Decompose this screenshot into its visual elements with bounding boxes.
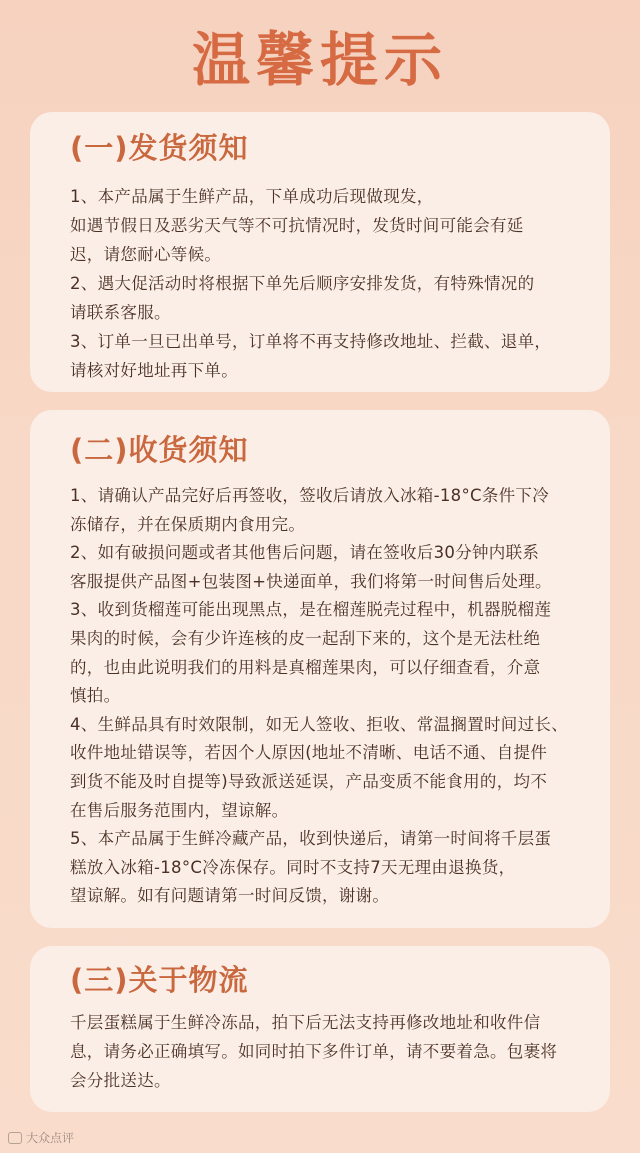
text-line: 糕放入冰箱-18°C冷冻保存。同时不支持7天无理由退换货， — [70, 857, 516, 877]
text-line: 3、收到货榴莲可能出现黑点，是在榴莲脱壳过程中，机器脱榴莲 — [70, 600, 552, 620]
text-line: 1、本产品属于生鲜产品，下单成功后现做现发， — [70, 187, 434, 206]
text-line: 望谅解。如有问题请第一时间反馈，谢谢。 — [70, 886, 390, 906]
text-line: 5、本产品属于生鲜冷藏产品，收到快递后，请第一时间将千层蛋 — [70, 829, 552, 849]
text-line: 会分批送达。 — [70, 1071, 171, 1090]
receiving-notice-card — [30, 410, 610, 928]
text-line: 慎拍。 — [70, 686, 121, 706]
text-line: 果肉的时候，会有少许连核的皮一起刮下来的，这个是无法杜绝 — [70, 628, 541, 648]
page-title: 温馨提示 — [191, 26, 448, 94]
text-line: 请联系客服。 — [70, 303, 171, 322]
shipping-notice-heading: (一)发货须知 — [70, 131, 249, 165]
text-line: 1、请确认产品完好后再签收，签收后请放入冰箱-18°C条件下冷 — [70, 486, 550, 505]
text-line: 如遇节假日及恶劣天气等不可抗情况时，发货时间可能会有延 — [70, 216, 524, 235]
text-line: 冻储存，并在保质期内食用完。 — [70, 514, 306, 534]
logistics-notice-body — [70, 1008, 570, 1095]
text-line: 息，请务必正确填写。如同时拍下多件订单，请不要着急。包裹将 — [70, 1042, 558, 1061]
text-line: 在售后服务范围内，望谅解。 — [70, 800, 289, 820]
text-line: 3、订单一旦已出单号，订单将不再支持修改地址、拦截、退单， — [70, 332, 552, 351]
text-line: 迟，请您耐心等候。 — [70, 245, 222, 264]
logistics-notice-heading: (三)关于物流 — [70, 963, 249, 997]
text-line: 千层蛋糕属于生鲜冷冻品，拍下后无法支持再修改地址和收件信 — [70, 1013, 541, 1032]
receiving-notice-heading: (二)收货须知 — [70, 433, 249, 467]
text-line: 收件地址错误等，若因个人原因(地址不清晰、电话不通、自提件 — [70, 743, 548, 763]
text-line: 请核对好地址再下单。 — [70, 361, 238, 380]
shipping-notice-body — [70, 182, 570, 385]
text-line: 客服提供产品图+包装图+快递面单，我们将第一时间售后处理。 — [70, 571, 552, 591]
receiving-notice-body — [70, 482, 570, 911]
logistics-notice-card — [30, 946, 610, 1112]
text-line: 到货不能及时自提等)导致派送延误，产品变质不能食用的，均不 — [70, 771, 548, 791]
watermark-logo-icon — [8, 1132, 22, 1144]
text-line: 的，也由此说明我们的用料是真榴莲果肉，可以仔细查看，介意 — [70, 657, 541, 677]
text-line: 2、遇大促活动时将根据下单先后顺序安排发货，有特殊情况的 — [70, 274, 535, 293]
shipping-notice-card — [30, 112, 610, 392]
watermark — [8, 1129, 74, 1146]
text-line: 4、生鲜品具有时效限制，如无人签收、拒收、常温搁置时间过长、 — [70, 714, 568, 734]
text-line: 2、如有破损问题或者其他售后问题，请在签收后30分钟内联系 — [70, 543, 540, 563]
watermark-text: 大众点评 — [26, 1131, 75, 1145]
